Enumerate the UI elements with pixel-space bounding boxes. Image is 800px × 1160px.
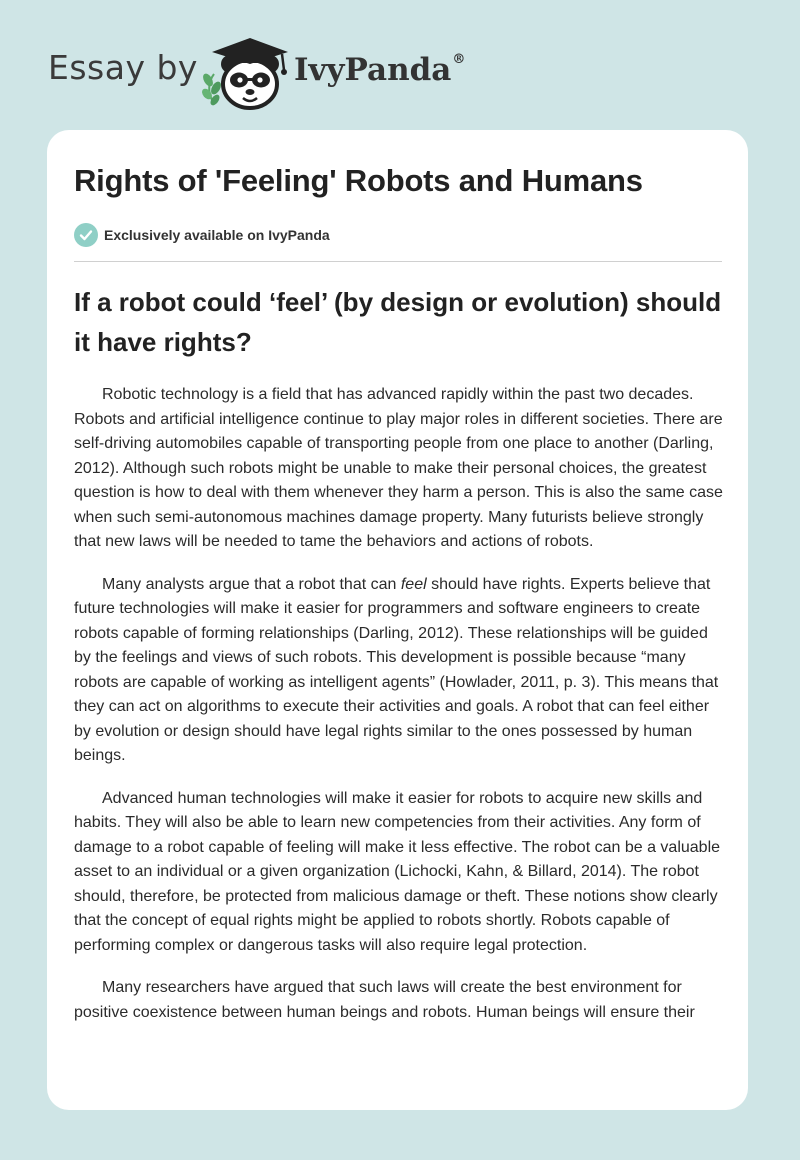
brand-text: IvyPanda [294, 52, 452, 88]
essay-body [74, 383, 724, 1043]
trademark-symbol: ® [452, 51, 466, 67]
paragraph-2-emphasis: feel [400, 575, 427, 593]
essay-card [47, 130, 748, 1110]
paragraph-4: Many researchers have argued that such laws will create the best environment for positive coexistence between human beings and robots. Human beings will ensure their [74, 979, 695, 1021]
essay-by-label: Essay by [48, 48, 198, 87]
header-divider [74, 261, 722, 262]
paragraph-3: Advanced human technologies will make it easier for robots to acquire new skills and habits. They will also be able to learn new competencies from their activities. Any form of damage to a robot capable of feeling will make it less effective. The robot can be a valuable asset to an individual or a given organization (Lichocki, Kahn, & Billard, 2014). The robot should, therefore, be protected from malicious damage or theft. These notions show clearly that the concept of equal rights might be applied to robots shortly. Robots capable of performing complex or dangerous tasks will also require legal protection. [74, 789, 721, 954]
panda-graduate-logo-icon[interactable] [200, 34, 296, 112]
paragraph-1: Robotic technology is a field that has advanced rapidly within the past two decades. Robots and artificial intelligence continue to play major roles in different societies. There are self-driving automobiles capable of transporting people from one place to another (Darling, 2012). Although such robots might be unable to make their personal choices, the greatest question is how to deal with them whenever they harm a person. This is also the same case when such semi-autonomous machines damage property. Many futurists believe strongly that new laws will be needed to tame the behaviors and actions of robots. [74, 386, 723, 550]
exclusive-badge-label: Exclusively available on IvyPanda [104, 227, 330, 243]
brand-name[interactable] [294, 52, 465, 88]
section-heading: If a robot could ‘feel’ (by design or evolution) should it have rights? [74, 287, 722, 357]
check-circle-icon [74, 223, 98, 247]
site-header [0, 0, 800, 130]
paragraph-2 [74, 573, 724, 769]
essay-title: Rights of 'Feeling' Robots and Humans [74, 163, 643, 198]
paragraph-2-end: should have rights. Experts believe that future technologies will make it easier for programmers and software engineers to create robots capable of forming relationships (Darling, 2012). These relationships will be guided by the feelings and views of such robots. This development is possible because “many robots are capable of working as intelligent agents” (Howlader, 2011, p. 3). This means that they can act on algorithms to execute their activities and goals. A robot that can feel either by evolution or design should have legal rights similar to the ones possessed by human beings. [74, 575, 719, 764]
exclusive-badge [74, 222, 330, 248]
paragraph-2-start: Many analysts argue that a robot that can [102, 575, 401, 593]
